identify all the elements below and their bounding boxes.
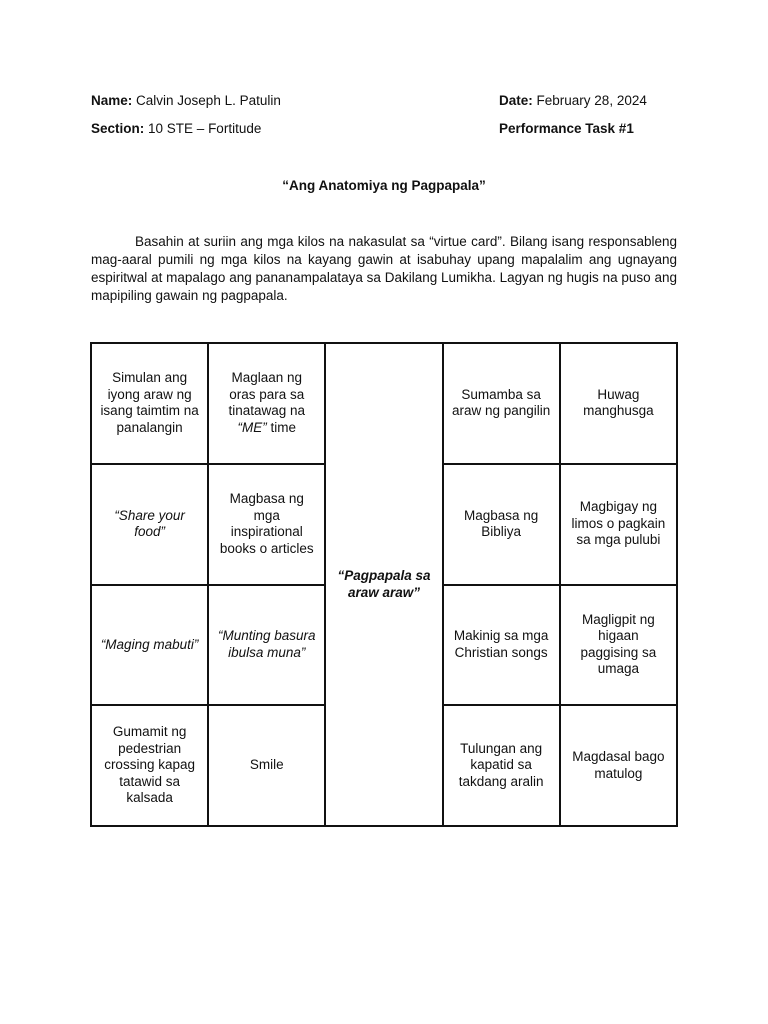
date-value: February 28, 2024 bbox=[536, 93, 647, 108]
name-line bbox=[91, 93, 281, 108]
cell-text: Maglaan ng oras para sa tinatawag na bbox=[228, 370, 306, 419]
virtue-cell: Magdasal bago matulog bbox=[560, 705, 677, 826]
date-line bbox=[499, 93, 647, 108]
performance-task: Performance Task #1 bbox=[499, 121, 634, 136]
cell-text: time bbox=[270, 419, 297, 435]
virtue-cell: “Maging mabuti” bbox=[91, 585, 208, 706]
virtue-cell: Magligpit ng higaan paggising sa umaga bbox=[560, 585, 677, 706]
virtue-cell: “Share your food” bbox=[91, 464, 208, 585]
virtue-cell: Magbigay ng limos o pagkain sa mga pulubi bbox=[560, 464, 677, 585]
virtue-cell: Magbasa ng mga inspirational books o articles bbox=[208, 464, 325, 585]
virtue-card-table bbox=[90, 342, 678, 827]
virtue-cell: “Munting basura ibulsa muna” bbox=[208, 585, 325, 706]
date-label: Date: bbox=[499, 93, 533, 108]
section-value: 10 STE – Fortitude bbox=[148, 121, 262, 136]
virtue-cell: Tulungan ang kapatid sa takdang aralin bbox=[443, 705, 560, 826]
cell-text-italic: “ME” bbox=[237, 419, 267, 435]
name-value: Calvin Joseph L. Patulin bbox=[136, 93, 281, 108]
virtue-cell: Simulan ang iyong araw ng isang taimtim na panalangin bbox=[91, 343, 208, 464]
virtue-cell: Huwag manghusga bbox=[560, 343, 677, 464]
center-blessing-cell: “Pagpapala sa araw araw” bbox=[325, 343, 442, 826]
virtue-cell bbox=[208, 343, 325, 464]
name-label: Name: bbox=[91, 93, 133, 108]
document-title: “Ang Anatomiya ng Pagpapala” bbox=[282, 178, 486, 193]
section-line bbox=[91, 121, 261, 136]
virtue-cell: Sumamba sa araw ng pangilin bbox=[443, 343, 560, 464]
virtue-cell: Magbasa ng Bibliya bbox=[443, 464, 560, 585]
virtue-cell: Gumamit ng pedestrian crossing kapag tatawid sa kalsada bbox=[91, 705, 208, 826]
section-label: Section: bbox=[91, 121, 145, 136]
virtue-cell: Makinig sa mga Christian songs bbox=[443, 585, 560, 706]
instructions-paragraph: Basahin at suriin ang mga kilos na nakasulat sa “virtue card”. Bilang isang responsableng mag-aaral pumili ng mga kilos na kayang gawin at isabuhay upang mapalalim ang ugnayang espiritwal at mapalago ang pananampalataya sa Dakilang Lumikha. Lagyan ng hugis na puso ang mapipiling gawain ng pagpapala. bbox=[91, 234, 677, 303]
table-row bbox=[91, 343, 677, 464]
virtue-cell: Smile bbox=[208, 705, 325, 826]
